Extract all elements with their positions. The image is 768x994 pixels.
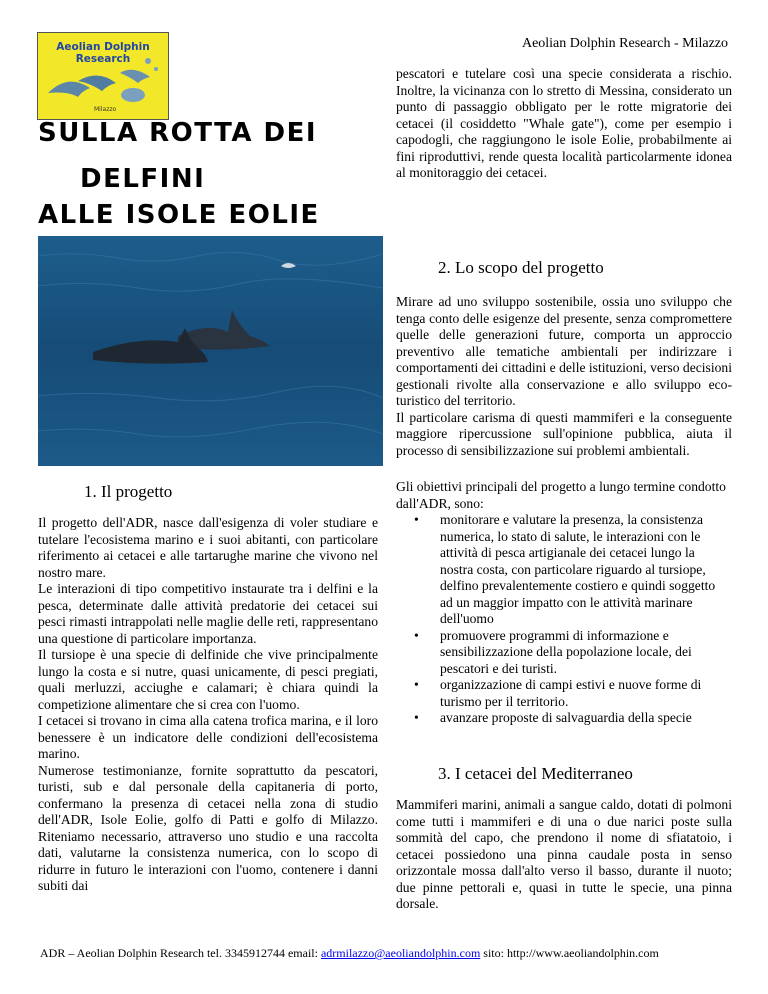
logo-line1: Aeolian Dolphin: [56, 41, 150, 53]
logo-line2: Research: [75, 53, 131, 65]
goal-item: • monitorare e valutare la presenza, la consistenza numerica, lo stato di salute, le interazioni con le attività di pesca artigianale dei cetacei lungo la nostra costa, con particolare riguardo al tursiope, delfino prevalentemente costiero e quindi soggetto ad un maggior impatto con le attività marinare dell'uomo: [412, 512, 730, 628]
footer-prefix: ADR – Aeolian Dolphin Research tel. 3345912744 email:: [40, 946, 321, 960]
goals-intro: Gli obiettivi principali del progetto a lungo termine condotto dall'ADR, sono:: [396, 479, 726, 511]
logo: [37, 32, 169, 120]
section3-heading: 3. I cetacei del Mediterraneo: [438, 764, 633, 783]
title-line2: DELFINI: [80, 164, 206, 194]
header-org: Aeolian Dolphin Research - Milazzo: [521, 36, 728, 51]
section3-paragraph: Mammiferi marini, animali a sangue caldo, dotati di polmoni come tutti i mammiferi e di una o due narici poste sulla sommità del capo, che prendono il nome di sfiatatoio, i cetacei possiedono una pinna caudale posta in senso orizzontale mossa dall'alto verso il basso, durante il nuoto; due pinne pettorali e, quasi in tutte le specie, una pinna dorsale.: [396, 797, 732, 911]
title-line1: SULLA ROTTA DEI: [38, 118, 318, 148]
goal-item: • promuovere programmi di informazione e sensibilizzazione della popolazione locale, dei pescatori e dei turisti.: [412, 628, 730, 678]
dolphins-photo-icon: [38, 236, 383, 466]
section2-paragraph: Mirare ad uno sviluppo sostenibile, ossia uno sviluppo che tenga conto delle esigenze del presente, senza compromettere quelle delle generazioni future, comporta un approccio preventivo alle tematiche ambientali per indirizzare i comportamenti dei cittadini e delle istituzioni, verso decisioni gestionali rivolte alla conservazione e allo sviluppo eco-turistico del territorio. Il particolare carisma di questi mammiferi e la conseguente maggiore ripercussione sull'opinione pubblica, aiuta il processo di sensibilizzazione sui problemi ambientali.: [396, 294, 732, 458]
footer-suffix: sito: http://www.aeoliandolphin.com: [480, 946, 659, 960]
footer-email-link[interactable]: adrmilazzo@aeoliandolphin.com: [320, 946, 481, 960]
col2-top-paragraph: pescatori e tutelare così una specie considerata a rischio. Inoltre, la vicinanza con lo stretto di Messina, considerato un punto di passaggio obbligato per le rotte migratorie dei cetacei (il cosiddetto "Whale gate"), come per esempio i capodogli, che raggiungono le isole Eolie, probabilmente ai fini riproduttivi, rende questa località particolarmente idonea al monitoraggio dei cetacei.: [396, 66, 732, 180]
section1-paragraph: Il progetto dell'ADR, nasce dall'esigenza di voler studiare e tutelare l'ecosistema marino e i suoi abitanti, con particolare riferimento ai cetacei e alle tartarughe marine che vivono nel nostro mare. Le interazioni di tipo competitivo instaurate tra i delfini e la pesca, determinate dalle attività predatorie dei cetacei sui pesci rimasti intrappolati nelle maglie delle reti, rappresentano una questione di particolare importanza. Il tursiope è una specie di delfinide che vive principalmente lungo la costa e si nutre, quasi unicamente, di pesci pregiati, quali merluzzi, acciughe e calamari; è chiara quindi la competizione alimentare che si crea con l'uomo. I cetacei si trovano in cima alla catena trofica marina, e il loro benessere è un indicatore delle condizioni dell'ecosistema marino. Numerose testimonianze, fornite soprattutto da pescatori, turisti, sub e dal personale della capitaneria di porto, confermano la presenza di cetacei nella zona di studio dell'ADR, Isole Eolie, golfo di Patti e golfo di Milazzo. Riteniamo necessario, attraverso uno studio e una raccolta dati, valutarne la consistenza numerica, con lo scopo di ridurre in futuro le interazioni con l'uomo, contenere i danni subiti dai: [38, 515, 378, 893]
goal-item: • organizzazione di campi estivi e nuove forme di turismo per il territorio.: [412, 677, 730, 710]
section2-heading: 2. Lo scopo del progetto: [438, 258, 604, 277]
goals-list: [412, 512, 730, 727]
title-line3: ALLE ISOLE EOLIE: [38, 200, 320, 230]
logo-small-text: Milazzo: [94, 106, 117, 113]
goal-item: • avanzare proposte di salvaguardia della specie: [412, 710, 730, 727]
footer: [40, 946, 659, 961]
dolphins-photo: [38, 236, 383, 466]
section1-heading: 1. Il progetto: [84, 482, 173, 501]
